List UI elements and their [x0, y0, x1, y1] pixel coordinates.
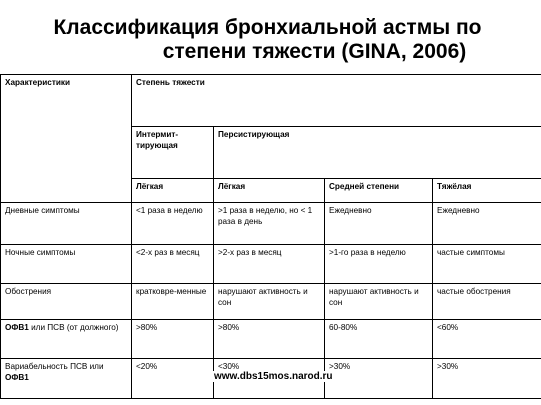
- fev1-label: ОФВ1: [5, 372, 29, 382]
- header-level-persistent-severe: Тяжёлая: [433, 179, 541, 203]
- table-cell: <20%: [132, 359, 214, 399]
- table-cell: <2-х раз в месяц: [132, 245, 214, 284]
- slide-title-line-2: степени тяжести (GINA, 2006): [162, 40, 467, 63]
- table-cell: нарушают активность и сон: [325, 284, 433, 320]
- table-cell: частые симптомы: [433, 245, 541, 284]
- header-persistent: Персистирующая: [214, 127, 541, 179]
- header-intermittent: Интермит-тирующая: [132, 127, 214, 179]
- slide-title: [0, 16, 541, 64]
- fev1-label-rest: или ПСВ (от должного): [28, 323, 119, 332]
- table-row: [1, 203, 541, 245]
- table-header-row-1: [1, 75, 541, 127]
- table-cell: >80%: [132, 320, 214, 359]
- header-level-persistent-mild: Лёгкая: [214, 179, 325, 203]
- table-cell: <30%: [214, 359, 325, 399]
- table-cell: Ежедневно: [433, 203, 541, 245]
- table-cell: Ежедневно: [325, 203, 433, 245]
- table-cell: >30%: [325, 359, 433, 399]
- table-cell: кратковре-менные: [132, 284, 214, 320]
- variability-label-start: Вариабельность ПСВ или: [5, 362, 104, 371]
- table-cell: частые обострения: [433, 284, 541, 320]
- row-label-fev1: [1, 320, 132, 359]
- table-row: [1, 284, 541, 320]
- table-row: [1, 245, 541, 284]
- row-label-night-symptoms: Ночные симптомы: [1, 245, 132, 284]
- fev1-label: ОФВ1: [5, 323, 29, 332]
- table-cell: >80%: [214, 320, 325, 359]
- row-label-exacerbations: Обострения: [1, 284, 132, 320]
- footer-url: www.dbs15mos.narod.ru: [214, 371, 333, 382]
- table-cell: >30%: [433, 359, 541, 399]
- slide-title-line-1: Классификация бронхиальной астмы по: [53, 16, 482, 39]
- row-label-variability: [1, 359, 132, 399]
- header-level-intermittent-mild: Лёгкая: [132, 179, 214, 203]
- header-characteristics: Характеристики: [1, 75, 132, 203]
- table-cell: <60%: [433, 320, 541, 359]
- table-cell: >2-х раз в месяц: [214, 245, 325, 284]
- table-cell: <1 раза в неделю: [132, 203, 214, 245]
- table-cell: нарушают активность и сон: [214, 284, 325, 320]
- table-row: [1, 320, 541, 359]
- table-cell: >1 раза в неделю, но < 1 раза в день: [214, 203, 325, 245]
- row-label-day-symptoms: Дневные симптомы: [1, 203, 132, 245]
- header-level-persistent-moderate: Средней степени: [325, 179, 433, 203]
- table-cell: >1-го раза в неделю: [325, 245, 433, 284]
- severity-classification-table: [0, 74, 541, 399]
- header-severity: Степень тяжести: [132, 75, 541, 127]
- table-cell: 60-80%: [325, 320, 433, 359]
